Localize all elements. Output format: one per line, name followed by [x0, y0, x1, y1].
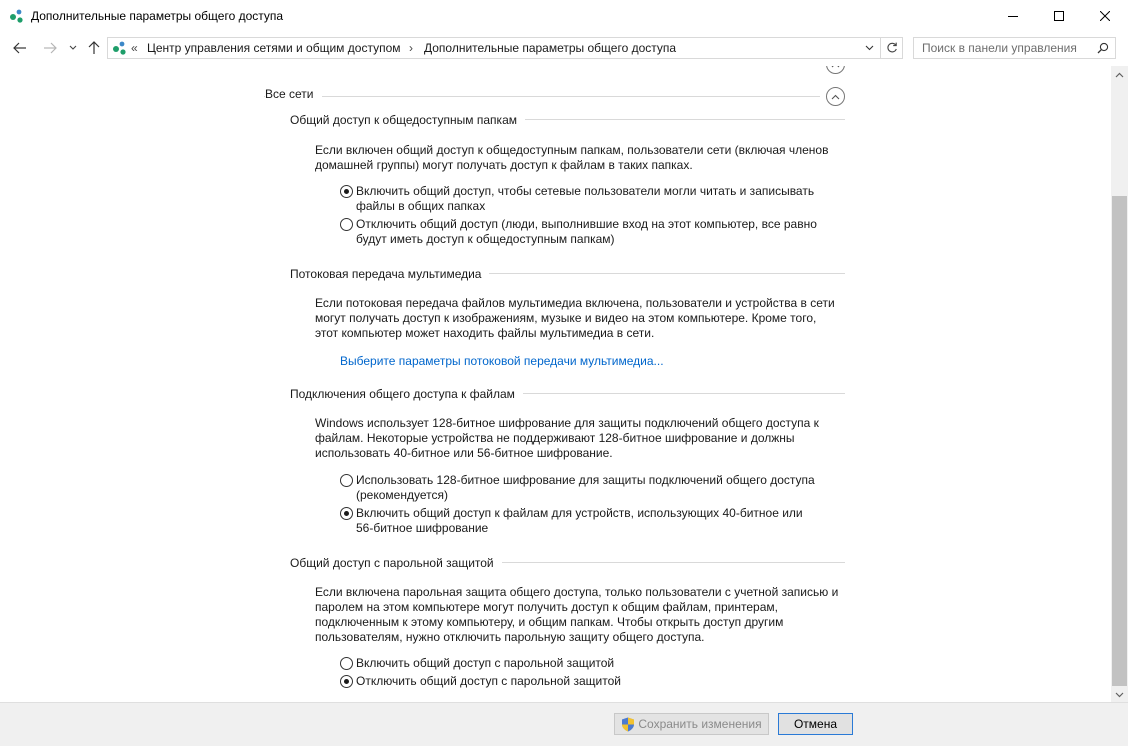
close-icon: [1100, 11, 1110, 21]
search-input[interactable]: [914, 38, 1094, 58]
breadcrumb-overflow[interactable]: «: [131, 41, 138, 55]
title-bar: [0, 0, 1128, 32]
save-changes-button[interactable]: [614, 713, 769, 735]
chevron-up-icon: [831, 94, 840, 100]
radio-password-protection-disable[interactable]: [340, 675, 353, 688]
arrow-up-icon: [88, 41, 100, 55]
scroll-thumb[interactable]: [1112, 196, 1127, 686]
close-button[interactable]: [1082, 0, 1128, 32]
settings-panel: [0, 66, 1111, 702]
search-icon[interactable]: [1097, 42, 1109, 54]
heading-public-folders: Общий доступ к общедоступным папкам: [290, 113, 525, 127]
radio-public-folders-disable[interactable]: [340, 218, 353, 231]
file-sharing-description: Windows использует 128-битное шифрование для защиты подключений общего доступа к файлам. Некоторые устройства не поддерживают 128-битное шифрование и должны использовать 40-битное или 56-битное шифрование.: [315, 416, 819, 460]
forward-button[interactable]: [40, 38, 60, 58]
radio-password-protection-disable-label[interactable]: Отключить общий доступ с парольной защитой: [356, 674, 621, 688]
search-box[interactable]: [913, 37, 1116, 59]
save-changes-label: Сохранить изменения: [638, 717, 762, 731]
minimize-icon: [1008, 11, 1018, 21]
address-bar[interactable]: [107, 37, 881, 59]
radio-encryption-40-56[interactable]: [340, 507, 353, 520]
radio-password-protection-enable[interactable]: [340, 657, 353, 670]
maximize-button[interactable]: [1036, 0, 1082, 32]
password-protection-description: Если включена парольная защита общего доступа, только пользователи с учетной записью и паролем на этом компьютере могут получить доступ к общим файлам, принтерам, подключенным к этому компьютеру, и общим папкам. Чтобы открыть доступ другим пользователям, нужно отключить парольную защиту общего доступа.: [315, 585, 839, 644]
uac-shield-icon: [621, 717, 635, 732]
collapse-previous-section-button[interactable]: [826, 66, 845, 74]
breadcrumb-network-center[interactable]: Центр управления сетями и общим доступом: [147, 41, 401, 55]
scroll-up-button[interactable]: [1111, 66, 1128, 83]
breadcrumb-current[interactable]: Дополнительные параметры общего доступа: [424, 41, 677, 55]
chevron-down-icon: [1115, 692, 1124, 698]
heading-file-sharing: Подключения общего доступа к файлам: [290, 387, 523, 401]
arrow-left-icon: [13, 42, 27, 54]
radio-public-folders-enable-label[interactable]: Включить общий доступ, чтобы сетевые пользователи могли читать и записывать файлы в общих папках: [356, 184, 815, 213]
chevron-up-icon: [1115, 72, 1124, 78]
breadcrumb-separator[interactable]: ›: [409, 41, 413, 55]
radio-encryption-40-56-label[interactable]: Включить общий доступ к файлам для устройств, использующих 40-битное или 56-битное шифрование: [356, 506, 803, 535]
recent-locations-button[interactable]: [66, 38, 80, 58]
back-button[interactable]: [10, 38, 30, 58]
scroll-down-button[interactable]: [1111, 686, 1128, 703]
radio-password-protection-enable-label[interactable]: Включить общий доступ с парольной защитой: [356, 656, 615, 670]
radio-public-folders-disable-label[interactable]: Отключить общий доступ (люди, выполнившие вход на этот компьютер, все равно будут иметь доступ к общедоступным папкам): [356, 217, 817, 246]
section-title-all-networks: Все сети: [265, 87, 322, 101]
refresh-icon: [886, 42, 898, 54]
chevron-up-icon: [831, 66, 840, 68]
arrow-right-icon: [43, 42, 57, 54]
chevron-down-icon: [865, 45, 874, 51]
network-icon: [112, 40, 128, 56]
radio-encryption-128-label[interactable]: Использовать 128-битное шифрование для защиты подключений общего доступа (рекомендуется): [356, 473, 815, 502]
footer-bar: [0, 702, 1128, 746]
radio-public-folders-enable[interactable]: [340, 185, 353, 198]
address-dropdown-button[interactable]: [858, 38, 880, 58]
window-title: Дополнительные параметры общего доступа: [31, 9, 284, 23]
radio-encryption-128[interactable]: [340, 474, 353, 487]
cancel-button[interactable]: Отмена: [778, 713, 853, 735]
public-folders-description: Если включен общий доступ к общедоступным папкам, пользователи сети (включая членов домашней группы) могут получать доступ к файлам в таких папках.: [315, 143, 829, 172]
maximize-icon: [1054, 11, 1064, 21]
collapse-all-networks-button[interactable]: [826, 87, 845, 106]
vertical-scrollbar[interactable]: [1111, 66, 1128, 703]
media-streaming-options-link[interactable]: Выберите параметры потоковой передачи мультимедиа...: [340, 354, 664, 368]
minimize-button[interactable]: [990, 0, 1036, 32]
heading-password-protection: Общий доступ с парольной защитой: [290, 556, 502, 570]
up-button[interactable]: [85, 38, 103, 58]
refresh-button[interactable]: [881, 37, 903, 59]
media-streaming-description: Если потоковая передача файлов мультимедиа включена, пользователи и устройства в сети могут получать доступ к изображениям, музыке и видео на этом компьютере. Кроме того, этот компьютер может находить файлы мультимедиа в сети.: [315, 296, 835, 340]
heading-media-streaming: Потоковая передача мультимедиа: [290, 267, 489, 281]
chevron-down-icon: [69, 45, 77, 51]
network-icon: [9, 8, 25, 24]
